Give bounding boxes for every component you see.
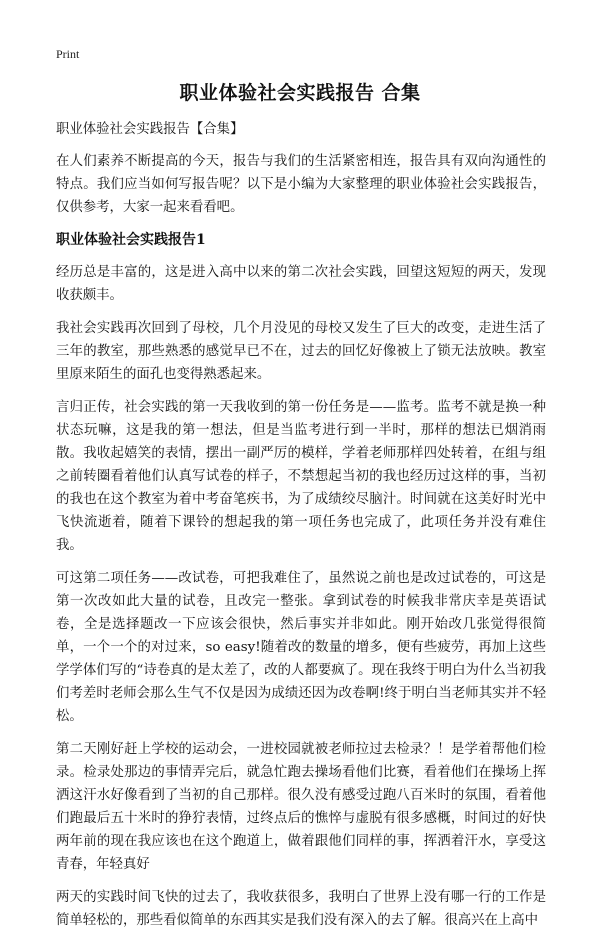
- paragraph-5: 第二天刚好赶上学校的运动会，一进校园就被老师拉过去检录？！是学着帮他们检录。检录处那边的事情弄完后，就急忙跑去操场看他们比赛，看着他们在操场上挥洒这汗水好像看到了当初的自己那样。很久没有感受过跑八百米时的氛围，看着他们跑最后五十米时的狰狞表情，过终点后的憔悴与虚脱有很多感概，时间过的好快两年前的现在我应该也在这个跑道上，做着跟他们同样的事，挥洒着汗水，享受这青春，年轻真好: [56, 742, 546, 872]
- print-label[interactable]: Print: [56, 47, 80, 61]
- paragraph-3: 言归正传，社会实践的第一天我收到的第一份任务是——监考。监考不就是换一种状态玩嘛，这是我的第一想法，但是当监考进行到一半时，那样的想法已烟消雨散。我收起嬉笑的表情，摆出一副严厉的模样，学着老师那样四处转着，在组与组之前转圈看着他们认真写试卷的样子，不禁想起当初的我也经历过这样的事，当初的我也在这个教室为着中考奋笔疾书，为了成绩绞尽脑汁。时间就在这美好时光中飞快流逝着，随着下课铃的想起我的第一项任务也完成了，此项任务并没有难住我。: [56, 400, 546, 553]
- subtitle: 职业体验社会实践报告【合集】: [56, 122, 244, 137]
- paragraph-1: 经历总是丰富的，这是进入高中以来的第二次社会实践，回望这短短的两天，发现收获颇丰。: [56, 265, 546, 303]
- paragraph-6: 两天的实践时间飞快的过去了，我收获很多，我明白了世界上没有哪一行的工作是简单轻松的，那些看似简单的东西其实是我们没有深入的去了解。很高兴在上高中: [56, 890, 546, 928]
- document-body: [56, 118, 546, 942]
- section-heading: 职业体验社会实践报告1: [56, 232, 206, 248]
- paragraph-4: 可这第二项任务——改试卷，可把我难住了，虽然说之前也是改过试卷的，可这是第一次改如此大量的试卷，且改完一整张。拿到试卷的时候我非常庆幸是英语试卷，全是选择题改一下应该会很快，然后事实并非如此。刚开始改几张觉得很简单，一个一个的对过来，so easy!随着改的数量的增多，便有些疲劳，再加上这些学学体们写的“诗卷真的是太差了，改的人都要疯了。现在我终于明白为什么当初我们考差时老师会那么生气不仅是因为成绩还因为改卷啊!终于明白当老师其实并不轻松。: [56, 571, 546, 724]
- paragraph-2: 我社会实践再次回到了母校，几个月没见的母校又发生了巨大的改变，走进生活了三年的教室，那些熟悉的感觉早已不在，过去的回忆好像被上了锁无法放映。教室里原来陌生的面孔也变得熟悉起来。: [56, 321, 546, 382]
- page-title: 职业体验社会实践报告 合集: [179, 82, 421, 104]
- intro-paragraph: 在人们素养不断提高的今天，报告与我们的生活紧密相连，报告具有双向沟通性的特点。我们应当如何写报告呢？以下是小编为大家整理的职业体验社会实践报告，仅供参考，大家一起来看看吧。: [56, 154, 546, 215]
